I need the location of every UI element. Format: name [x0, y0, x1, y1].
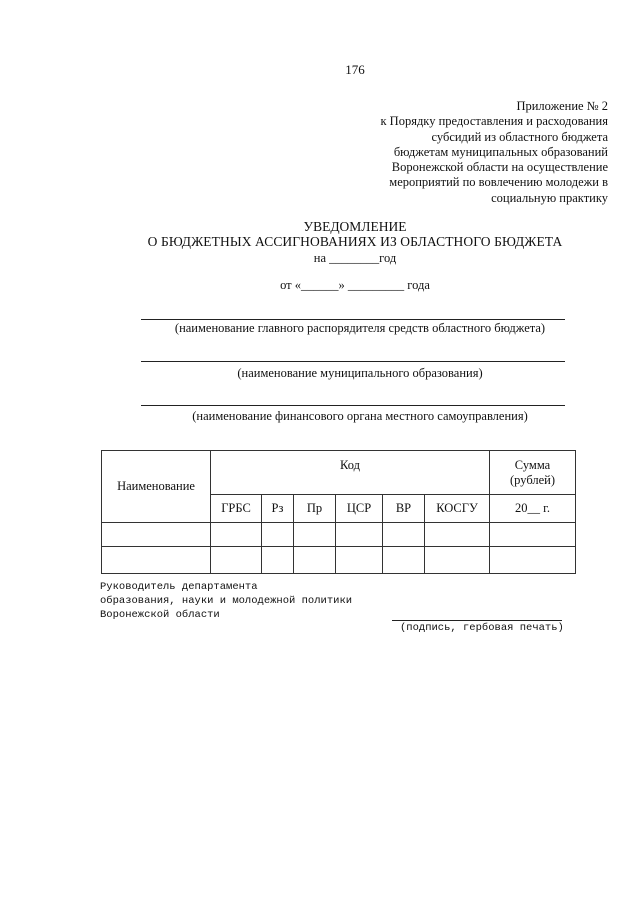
appendix-line: к Порядку предоставления и расходования — [380, 114, 608, 129]
signature-caption: (подпись, гербовая печать) — [400, 622, 564, 634]
header-sum-unit: (рублей) — [509, 472, 556, 487]
date-line: от «______» _________ года — [280, 278, 430, 292]
header-sum-label: Сумма — [514, 457, 551, 472]
signature-block — [100, 580, 352, 622]
signature-line: Руководитель департамента — [100, 581, 258, 593]
table-row — [102, 547, 576, 574]
col-year: 20__ г. — [490, 495, 576, 523]
document-subtitle: О БЮДЖЕТНЫХ АССИГНОВАНИЯХ ИЗ ОБЛАСТНОГО БЮДЖЕТА — [147, 234, 563, 249]
appendix-line: Воронежской области на осуществление — [391, 160, 608, 175]
field-rule-finance-body — [141, 405, 565, 406]
col-rz: Рз — [262, 495, 294, 523]
caption-municipality: (наименование муниципального образования) — [237, 366, 483, 380]
table-row — [102, 523, 576, 547]
page-number: 176 — [345, 62, 365, 77]
year-line: на ________год — [313, 251, 397, 265]
signature-rule — [392, 620, 562, 621]
header-sum — [490, 451, 576, 495]
appendix-block — [308, 99, 608, 206]
document-title: УВЕДОМЛЕНИЕ — [303, 219, 407, 234]
col-pr: Пр — [294, 495, 336, 523]
col-csr: ЦСР — [336, 495, 383, 523]
appendix-line: социальную практику — [491, 190, 608, 205]
appendix-line: бюджетам муниципальных образований — [393, 144, 608, 159]
caption-distributor: (наименование главного распорядителя средств областного бюджета) — [174, 321, 546, 335]
col-vr: ВР — [383, 495, 425, 523]
signature-line: Воронежской области — [100, 609, 220, 621]
caption-finance-body: (наименование финансового органа местного самоуправления) — [192, 409, 528, 423]
header-code: Код — [211, 451, 490, 495]
allocation-table — [101, 450, 576, 574]
col-kosgu: КОСГУ — [425, 495, 490, 523]
field-rule-distributor — [141, 319, 565, 320]
appendix-line: Приложение № 2 — [516, 99, 608, 113]
col-grbs: ГРБС — [211, 495, 262, 523]
field-rule-municipality — [141, 361, 565, 362]
appendix-line: субсидий из областного бюджета — [431, 129, 608, 144]
signature-line: образования, науки и молодежной политики — [100, 595, 353, 607]
appendix-line: мероприятий по вовлечению молодежи в — [389, 175, 608, 190]
header-name: Наименование — [102, 451, 211, 523]
